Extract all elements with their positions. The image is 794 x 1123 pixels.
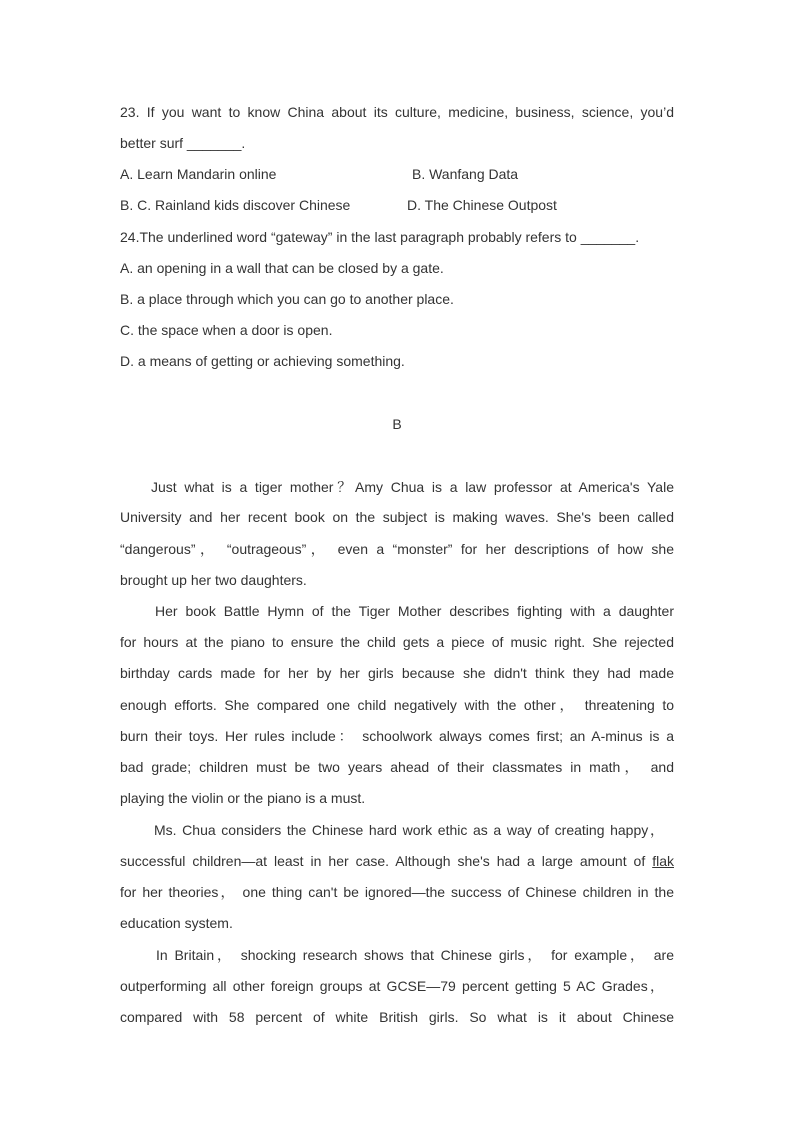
question-23-option-a: A. Learn Mandarin online — [120, 166, 277, 182]
paragraph-3-line: education system. — [120, 915, 233, 931]
question-24-option-a: A. an opening in a wall that can be closed by a gate. — [120, 260, 444, 276]
paragraph-3-line: Ms. Chua considers the Chinese hard work ethic as a way of creating happy， — [154, 822, 664, 838]
paragraph-2-line: Her book Battle Hymn of the Tiger Mother describes fighting with a daughter — [155, 603, 674, 619]
paragraph-4-line: outperforming all other foreign groups at GCSE—79 percent getting 5 AC Grades， — [120, 978, 664, 994]
section-heading: B — [392, 416, 402, 432]
paragraph-2-line: bad grade; children must be two years ahead of their classmates in math， and — [120, 759, 674, 775]
paragraph-1-line: brought up her two daughters. — [120, 572, 307, 588]
paragraph-3-line: for her theories， one thing can't be ignored—the success of Chinese children in the — [120, 884, 674, 900]
question-23-stem-line1: 23. If you want to know China about its culture, medicine, business, science, you’d — [120, 104, 674, 120]
paragraph-4-line: In Britain， shocking research shows that Chinese girls， for example， are — [156, 947, 674, 963]
question-23-option-d: D. The Chinese Outpost — [407, 197, 557, 213]
question-24-stem: 24.The underlined word “gateway” in the last paragraph probably refers to _______. — [120, 229, 640, 245]
paragraph-1-line: University and her recent book on the subject is making waves. She's been called — [120, 509, 674, 525]
paragraph-1-line: Just what is a tiger mother？Amy Chua is a law professor at America's Yale — [151, 479, 674, 495]
paragraph-2-line: burn their toys. Her rules include： schoolwork always comes first; an A-minus is a — [120, 728, 674, 744]
question-24-option-d: D. a means of getting or achieving something. — [120, 353, 405, 369]
question-23-option-row1 — [120, 164, 674, 184]
question-24-option-c: C. the space when a door is open. — [120, 322, 333, 338]
question-23-stem-line2: better surf _______. — [120, 135, 246, 151]
question-24-option-b: B. a place through which you can go to another place. — [120, 291, 454, 307]
question-23-option-b: B. Wanfang Data — [412, 166, 519, 182]
question-23-option-row2 — [120, 195, 674, 215]
paragraph-2-line: playing the violin or the piano is a must. — [120, 790, 366, 806]
paragraph-2-line: birthday cards made for her by her girls because she didn't think they had made — [120, 665, 674, 681]
paragraph-3-line — [120, 851, 674, 871]
paragraph-3-text: successful children—at least in her case. Although she's had a large amount of — [120, 853, 653, 869]
paragraph-2-line: enough efforts. She compared one child negatively with the other， threatening to — [120, 697, 674, 713]
paragraph-1-line: “dangerous”， “outrageous”， even a “monster” for her descriptions of how she — [120, 541, 674, 557]
question-23-option-c: B. C. Rainland kids discover Chinese — [120, 197, 351, 213]
paragraph-2-line: for hours at the piano to ensure the child gets a piece of music right. She rejected — [120, 634, 674, 650]
underlined-word-flak: flak — [652, 853, 674, 869]
paragraph-4-line: compared with 58 percent of white British girls. So what is it about Chinese — [120, 1009, 674, 1025]
